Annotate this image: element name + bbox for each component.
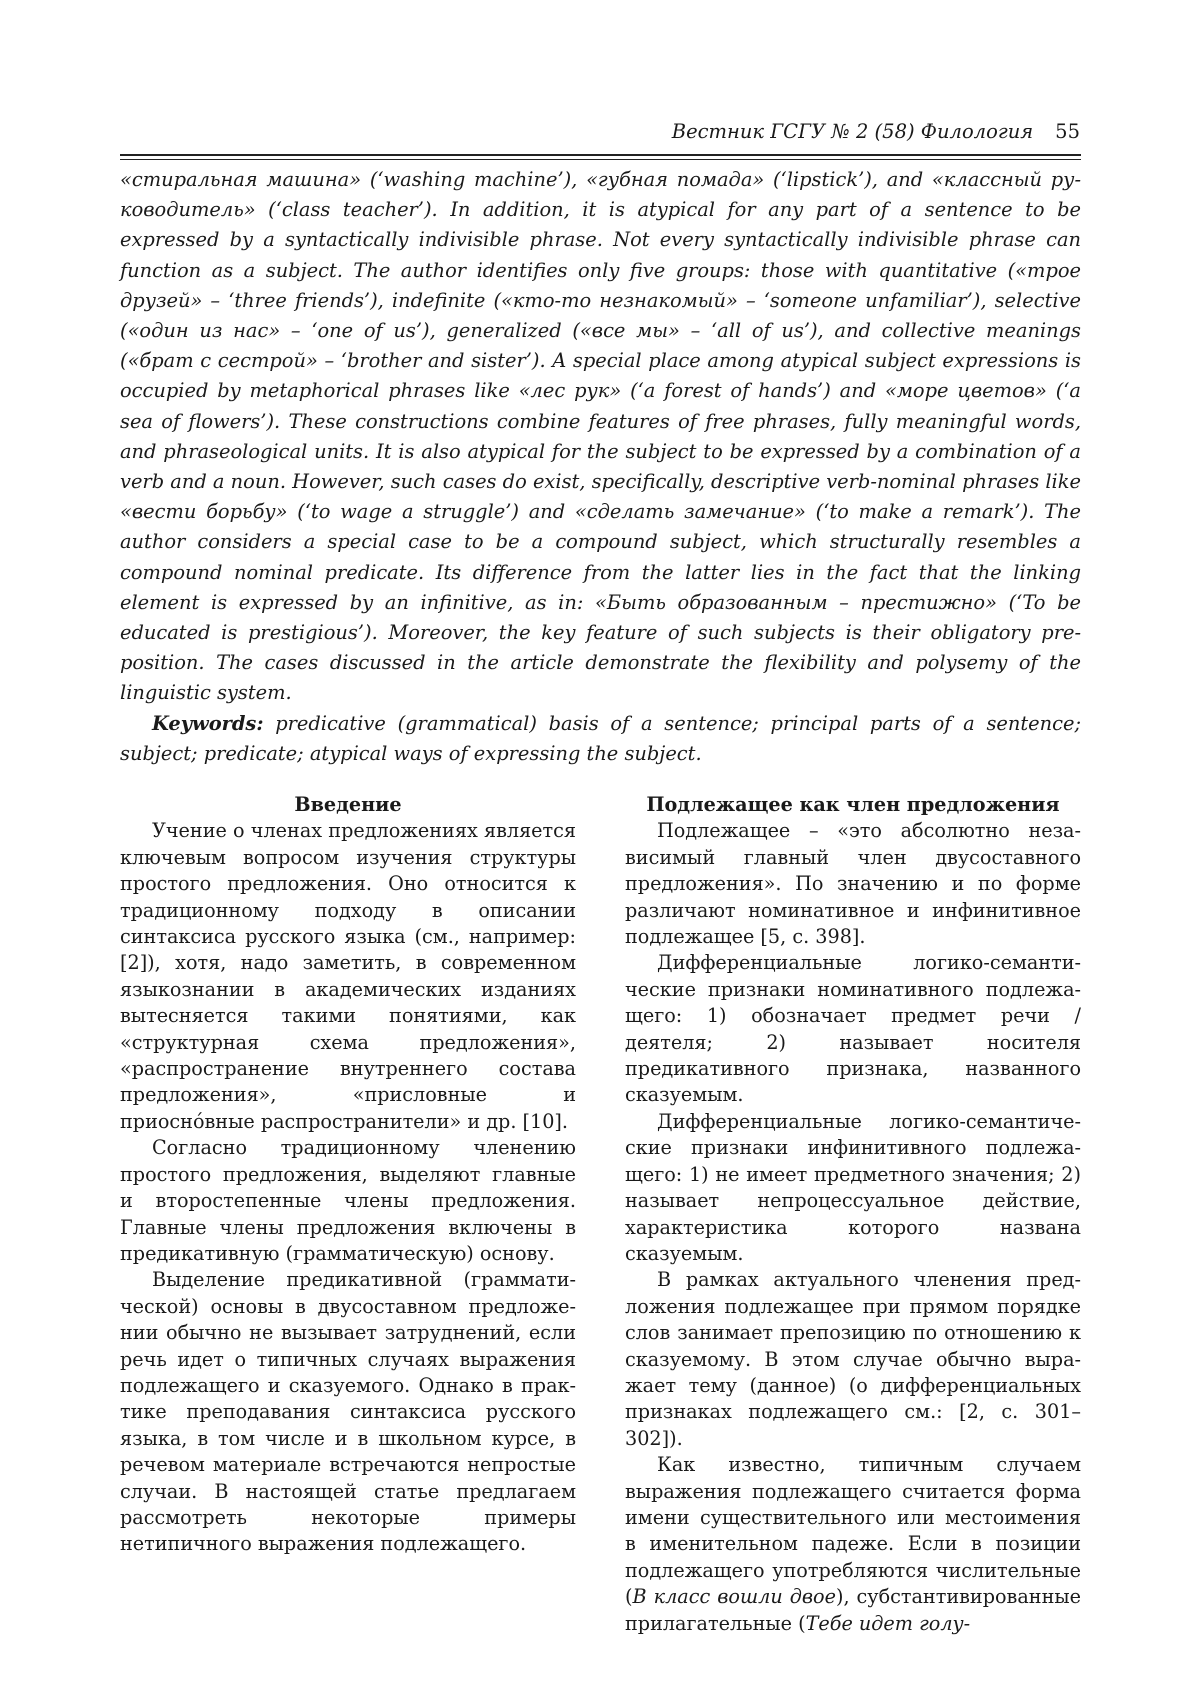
section-heading-introduction: Введение	[294, 793, 402, 816]
keywords-line	[120, 709, 1081, 769]
left-column	[120, 792, 576, 1558]
paragraph	[625, 1452, 1081, 1637]
section-heading-subject: Подлежащее как член предложения	[646, 793, 1060, 816]
paragraph: Выделение предикативной (грамматической) основы в двусоставном предложении обычно не вызывает затруднений, если речь идет о типичных случаях выражения подлежащего и сказуемого. Однако в практике преподавания синтаксиса русского языка, в том числе и в школьном курсе, в речевом материале встречаются непростые случаи. В настоящей статье предлагаем рассмотреть некоторые примеры нетипичного выражения подлежащего.	[120, 1268, 576, 1556]
paragraph-text: Как известно, типичным случаем выражения подлежащего считается форма имени существительного или местоимения в именительном падеже. Если в позиции подлежащего употребляются числительные (	[625, 1453, 1081, 1609]
abstract-text: «стиральная машина» (‘washing machine’), «губная помада» (‘lipstick’), and «классный руководитель» (‘class teacher’). In addition, it is atypical for any part of a sentence to be expressed by a syntactically indivisible phrase. Not every syntactically indivisible phrase can function as a subject. The author identifies only five groups: those with quantitative («трое друзей» – ‘three friends’), indefinite («кто-то незнакомый» – ‘someone unfamiliar’), selective («один из нас» – ‘one of us’), generalized («все мы» – ‘all of us’), and collective meanings («брат с сестрой» – ‘brother and sister’). A special place among atypical subject expressions is occupied by metaphorical phrases like «лес рук» (‘a forest of hands’) and «море цветов» (‘a sea of flowers’). These constructions combine features of free phrases, fully meaningful words, and phraseological units. It is also atypical for the subject to be expressed by a combination of a verb and a noun. However, such cases do exist, specifically, descriptive verb-nominal phrases like «вести борьбу» (‘to wage a struggle’) and «сделать замечание» (‘to make a remark’). The author considers a special case to be a compound subject, which structurally resembles a compound nominal predicate. Its difference from the latter lies in the fact that the linking element is expressed by an infinitive, as in: «Быть образованным – престижно» (‘To be educated is prestigious’). Moreover, the key feature of such subjects is their obligatory pre-position. The cases discussed in the article demonstrate the flexibility and polysemy of the linguistic system.	[120, 168, 1081, 705]
paragraph: Подлежащее – «это абсолютно независимый главный член двусоставного предложения». По значению и по форме различают номинативное и инфинитивное подлежащее [5, с. 398].	[625, 819, 1081, 949]
keywords-text: predicative (grammatical) basis of a sentence; principal parts of a sentence; subject; predicate; atypical ways of expressing the subject.	[120, 711, 1081, 765]
keywords-label: Keywords:	[152, 711, 264, 735]
page-number: 55	[1055, 120, 1080, 143]
running-header	[120, 120, 1080, 150]
header-rule-thick	[120, 154, 1081, 156]
header-rule-thin	[120, 159, 1081, 160]
paragraph-text: ), субстантивированные прилагательные (	[625, 1585, 1081, 1635]
journal-title: Вестник ГСГУ № 2 (58) Филология	[671, 120, 1034, 143]
paragraph: Дифференциальные логико-семантические признаки номинативного подлежащего: 1) обозначает предмет речи / деятеля; 2) называет носителя предикативного признака, названного сказуемым.	[625, 951, 1081, 1107]
example-italic: В класс вошли двое	[632, 1585, 836, 1609]
paragraph: Дифференциальные логико-семантические признаки инфинитивного подлежащего: 1) не имеет предметного значения; 2) называет непроцессуальное действие, характеристика которого названа сказуемым.	[625, 1109, 1081, 1265]
abstract-block	[120, 165, 1081, 769]
paragraph: Согласно традиционному членению простого предложения, выделяют главные и второстепенные члены предложения. Главные члены предложения включены в предикативную (грамматическую) основу.	[120, 1136, 576, 1265]
right-column	[625, 792, 1081, 1637]
paragraph: Учение о членах предложениях является ключевым вопросом изучения структуры простого предложения. Оно относится к традиционному подходу в описании синтаксиса русского языка (см., например: [2]), хотя, надо заметить, в современном языкознании в академических изданиях вытесняется такими понятиями, как «структурная схема предложения», «распространение внутреннего состава предложения», «присловные и приоснóвные распространители» и др. [10].	[120, 819, 576, 1133]
paragraph: В рамках актуального членения предложения подлежащее при прямом порядке слов занимает препозицию по отношению к сказуемому. В этом случае обычно выражает тему (данное) (о дифференциальных признаках подлежащего см.: [2, с. 301–302]).	[625, 1268, 1081, 1450]
example-italic: Тебе идет голу-	[805, 1611, 971, 1635]
